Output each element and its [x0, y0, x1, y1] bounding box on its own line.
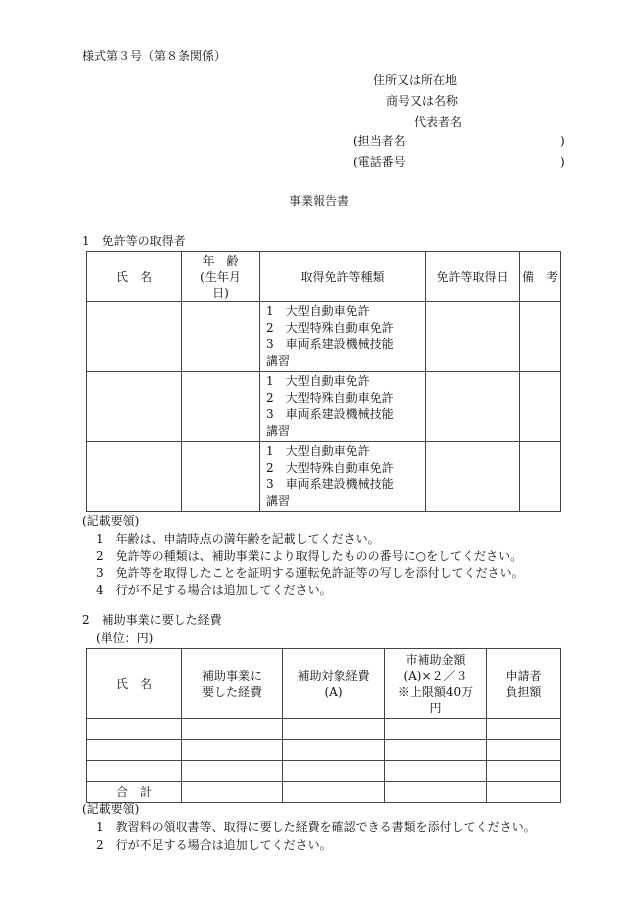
- unit-label: (単位：円): [96, 631, 154, 645]
- expense-cell[interactable]: [487, 719, 561, 740]
- section1-notes-heading: (記載要領): [82, 514, 140, 528]
- expense-cell[interactable]: [182, 740, 283, 761]
- section1-heading: 1 免許等の取得者: [82, 234, 186, 248]
- expense-cell[interactable]: [385, 740, 487, 761]
- expense-cell[interactable]: [487, 761, 561, 782]
- company-label: 商号又は名称: [386, 94, 459, 108]
- table-row: [87, 372, 561, 442]
- total-cell[interactable]: [385, 782, 487, 803]
- phone-label: (電話番号: [353, 155, 406, 169]
- expense-cell[interactable]: [283, 740, 385, 761]
- section2-heading: 2 補助事業に要した経費: [82, 613, 222, 627]
- expense-table-header: [87, 649, 561, 719]
- section1-note: 3 免許等を取得したことを証明する運転免許証等の写しを添付してください。: [96, 566, 524, 580]
- license-table: [86, 251, 561, 512]
- license-options-cell[interactable]: 1 大型自動車免許 2 大型特殊自動車免許 3 車両系建設機械技能 講習: [260, 442, 426, 512]
- remarks-cell[interactable]: [520, 302, 561, 372]
- expense-cell[interactable]: [87, 761, 182, 782]
- header-license-type: 取得免許等種類: [260, 252, 426, 302]
- table-row: [87, 761, 561, 782]
- expense-cell[interactable]: [87, 740, 182, 761]
- total-row: [87, 782, 561, 803]
- license-options-cell[interactable]: 1 大型自動車免許 2 大型特殊自動車免許 3 車両系建設機械技能 講習: [260, 302, 426, 372]
- phone-close: ): [560, 155, 565, 169]
- header-subsidy-amount: 市補助金額 (A)×２／３ ※上限額40万 円: [385, 649, 487, 719]
- header-name: 氏 名: [87, 252, 182, 302]
- header-name: 氏 名: [87, 649, 182, 719]
- representative-label: 代表者名: [414, 115, 463, 129]
- table-row: [87, 442, 561, 512]
- table-row: [87, 740, 561, 761]
- section2-notes-heading: (記載要領): [82, 802, 140, 816]
- expense-cell[interactable]: [487, 740, 561, 761]
- license-options-cell[interactable]: 1 大型自動車免許 2 大型特殊自動車免許 3 車両系建設機械技能 講習: [260, 372, 426, 442]
- expense-table: [86, 648, 561, 803]
- expense-cell[interactable]: [87, 719, 182, 740]
- expense-cell[interactable]: [283, 761, 385, 782]
- form-number: 様式第３号（第８条関係）: [82, 49, 227, 63]
- header-remarks: 備 考: [520, 252, 561, 302]
- acquired-date-cell[interactable]: [426, 302, 520, 372]
- header-age: 年 齢 (生年月 日): [182, 252, 260, 302]
- header-acquired-date: 免許等取得日: [426, 252, 520, 302]
- remarks-cell[interactable]: [520, 442, 561, 512]
- age-cell[interactable]: [182, 302, 260, 372]
- name-cell[interactable]: [87, 302, 182, 372]
- license-table-header: [87, 252, 561, 302]
- header-eligible-cost: 補助対象経費 (A): [283, 649, 385, 719]
- expense-cell[interactable]: [385, 719, 487, 740]
- contact-person-label: (担当者名: [353, 134, 406, 148]
- section1-note: 1 年齢は、申請時点の満年齢を記載してください。: [96, 532, 380, 546]
- table-row: [87, 719, 561, 740]
- total-cell[interactable]: [487, 782, 561, 803]
- section1-note: 4 行が不足する場合は追加してください。: [96, 583, 332, 597]
- expense-cell[interactable]: [283, 719, 385, 740]
- table-row: [87, 302, 561, 372]
- name-cell[interactable]: [87, 372, 182, 442]
- section2-note: 1 教習料の領収書等、取得に要した経費を確認できる書類を添付してください。: [96, 820, 536, 834]
- total-label: 合 計: [87, 782, 182, 803]
- section2-note: 2 行が不足する場合は追加してください。: [96, 838, 332, 852]
- contact-person-close: ): [560, 134, 565, 148]
- age-cell[interactable]: [182, 442, 260, 512]
- acquired-date-cell[interactable]: [426, 372, 520, 442]
- name-cell[interactable]: [87, 442, 182, 512]
- acquired-date-cell[interactable]: [426, 442, 520, 512]
- header-applicant-burden: 申請者 負担額: [487, 649, 561, 719]
- total-cell[interactable]: [283, 782, 385, 803]
- expense-cell[interactable]: [182, 761, 283, 782]
- total-cell[interactable]: [182, 782, 283, 803]
- header-project-cost: 補助事業に 要した経費: [182, 649, 283, 719]
- expense-cell[interactable]: [182, 719, 283, 740]
- document-title: 事業報告書: [289, 194, 350, 208]
- expense-cell[interactable]: [385, 761, 487, 782]
- address-label: 住所又は所在地: [373, 73, 458, 87]
- remarks-cell[interactable]: [520, 372, 561, 442]
- section1-note: 2 免許等の種類は、補助事業により取得したものの番号に○をしてください。: [96, 549, 523, 563]
- age-cell[interactable]: [182, 372, 260, 442]
